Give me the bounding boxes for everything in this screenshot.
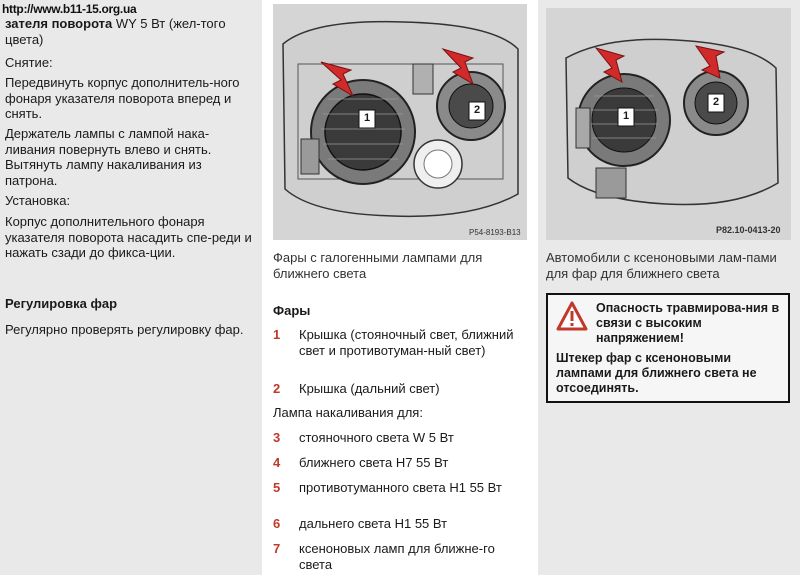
- item-text: дальнего света H1 55 Вт: [299, 516, 448, 531]
- item-text: противотуманного света H1 55 Вт: [299, 480, 502, 495]
- item-number: 4: [273, 455, 281, 470]
- halogen-label-2: 2: [474, 104, 481, 116]
- intro-paragraph: [5, 16, 255, 47]
- item-text: Крышка (дальний свет): [299, 381, 440, 396]
- bulbs-label: Лампа накаливания для:: [273, 405, 423, 420]
- item-number: 6: [273, 516, 281, 531]
- warning-triangle-icon: [556, 301, 588, 331]
- halogen-label-1: 1: [364, 112, 371, 124]
- headlamps-heading: Фары: [273, 303, 311, 318]
- xenon-headlamp-figure: [546, 8, 791, 240]
- halogen-figure-code: P54-8193-B13: [469, 228, 521, 237]
- removal-label: Снятие:: [5, 55, 53, 70]
- high-voltage-warning: [546, 293, 790, 403]
- install-label: Установка:: [5, 193, 71, 208]
- item-text: стояночного света W 5 Вт: [299, 430, 454, 445]
- adjust-heading: Регулировка фар: [5, 296, 118, 311]
- xenon-caption: Автомобили с ксеноновыми лам-пами для фар для ближнего света: [546, 250, 777, 281]
- item-number: 2: [273, 381, 281, 396]
- item-text: ближнего света H7 55 Вт: [299, 455, 449, 470]
- intro-rest: WY 5 Вт (жел-тогo цвета): [5, 16, 226, 47]
- halogen-headlamp-figure: [273, 4, 527, 240]
- xenon-figure-code: P82.10-0413-20: [716, 225, 781, 235]
- xenon-headlamp-illustration: [546, 8, 791, 240]
- warning-body: Штекер фар с ксеноновыми лампами для ближнего света не отсоединять.: [556, 351, 757, 395]
- watermark-url: http://www.b11-15.org.ua: [2, 2, 137, 16]
- intro-bold: зателя поворота: [5, 16, 113, 31]
- item-number: 1: [273, 327, 281, 342]
- halogen-caption: Фары с галогенными лампами для ближнего света: [273, 250, 483, 281]
- item-number: 3: [273, 430, 281, 445]
- adjust-paragraph: Регулярно проверять регулировку фар.: [5, 322, 244, 337]
- warning-title: Опасность травмирова-ния в связи с высоким напряжением!: [596, 301, 780, 345]
- xenon-label-1: 1: [623, 110, 630, 122]
- item-text: Крышка (стояночный свет, ближний свет и противотуман-ный свет): [299, 327, 514, 358]
- install-paragraph: Корпус дополнительного фонаря указателя поворота насадить спе-реди и нажать сзади до фикса-ции.: [5, 214, 252, 260]
- item-text: ксеноновых ламп для ближне-го света: [299, 541, 495, 572]
- halogen-headlamp-illustration: [273, 4, 527, 240]
- removal-paragraph-1: Передвинуть корпус дополнитель-ного фонаря указателя поворота вперед и снять.: [5, 75, 240, 121]
- xenon-label-2: 2: [713, 96, 720, 108]
- removal-paragraph-2: Держатель лампы с лампой нака-ливания повернуть влево и снять. Вытянуть лампу накаливания из патрона.: [5, 126, 212, 188]
- item-number: 5: [273, 480, 281, 495]
- item-number: 7: [273, 541, 281, 556]
